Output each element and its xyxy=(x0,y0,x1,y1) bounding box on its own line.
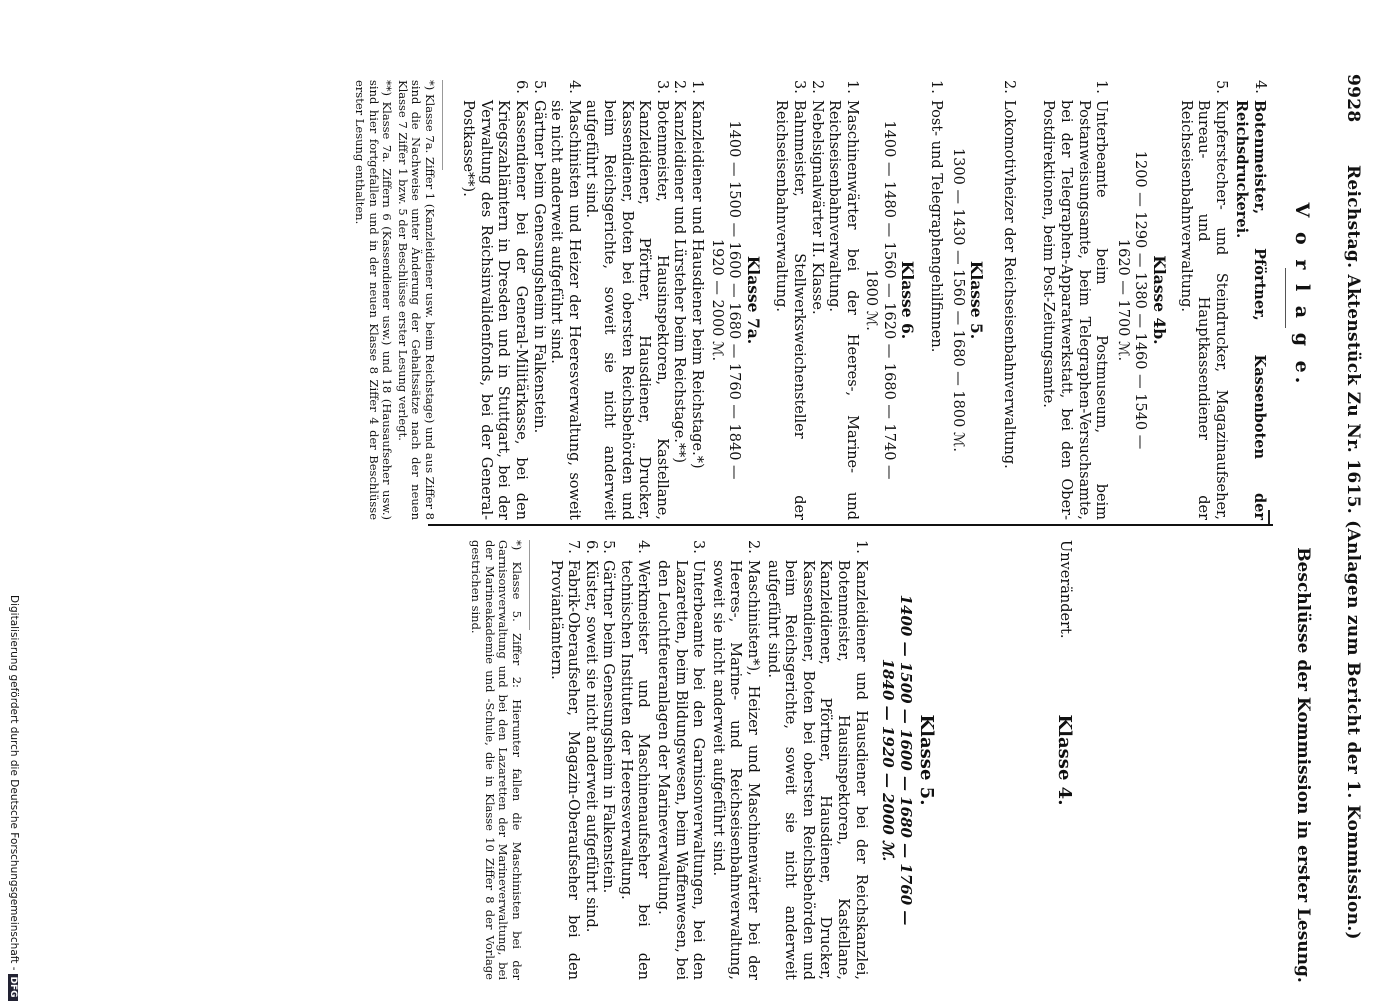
list-item: 1. Kanzleidiener und Hausdiener bei der Reichskanzlei, Botenmeister, Hausinspektoren, Kastellane, Kanzleidiener, Pförtner, Hausdiener, Drucker, Kassendiener, Boten bei obersten Reichsbehörden und beim Reichsgerichte, soweit sie nicht anderweit aufgeführt sind. xyxy=(764,540,869,980)
footnote: *) Klasse 5. Ziffer 2: Hierunter fallen die Maschinisten bei der Garnisonverwaltung und bei den Lazaretten der Marineverwaltung, bei der Marineakademie und -Schule, die in Klasse 10 Ziffer 8 der Vorlage gestrichen sind. xyxy=(469,540,524,980)
digitization-credit: Digitalisierung gefördert durch die Deutsche Forschungsgemeinschaft -DFG xyxy=(8,595,20,1001)
right-column-heading: Beschlüsse der Kommission in erster Lesung. xyxy=(1293,547,1313,983)
klasse-4-title: Klasse 4. xyxy=(1054,714,1075,806)
dfg-logo: DFG xyxy=(8,974,18,1001)
list-item: 5. Gärtner beim Genesungsheim in Falkenstein. xyxy=(600,540,617,894)
page-number: 9928 xyxy=(1343,74,1363,123)
klasse-7a-title: Klasse 7a. xyxy=(743,255,763,345)
footnote-divider xyxy=(529,540,530,630)
salary-6-line2: 1800 ℳ. xyxy=(863,269,880,331)
list-item: 5. Gärtner beim Genesungsheim in Falkenstein. xyxy=(530,80,547,434)
klasse-6-title: Klasse 6. xyxy=(898,260,918,340)
unchanged-label: Unverändert. xyxy=(1057,540,1073,639)
footnote-divider xyxy=(442,80,443,170)
salary-5-right-line2: 1840 — 1920 — 2000 ℳ. xyxy=(879,658,898,862)
salary-5: 1300 — 1430 — 1560 — 1680 — 1800 ℳ. xyxy=(949,147,966,453)
klasse-5-title-right: Klasse 5. xyxy=(916,714,938,806)
salary-6-line1: 1400 — 1480 — 1560 — 1620 — 1680 — 1740 — xyxy=(880,120,897,480)
list-item: 6. Kassendiener bei der General-Militärkasse, bei den Kriegszahlämtern in Dresden und in Stuttgart, bei der Verwaltung des Reichsinvalidenfonds, bei der General-Postkasse**). xyxy=(460,80,530,520)
left-column-heading: V o r l a g e. xyxy=(1291,202,1313,388)
list-item: 2. Nebelsignalwärter II. Klasse. xyxy=(808,80,825,315)
list-item: 2. Lokomotivheizer der Reichseisenbahnverwaltung. xyxy=(1000,80,1017,469)
salary-4b-line1: 1200 — 1290 — 1380 — 1460 — 1540 — xyxy=(1132,150,1149,450)
bracket-top xyxy=(1268,510,1270,524)
header-title: Reichstag. Aktenstück Zu Nr. 1615. (Anlagen zum Bericht der 1. Kommission.) xyxy=(1343,164,1363,940)
heading-underline xyxy=(1285,268,1286,328)
list-item: 4. Maschinisten und Heizer der Heeresverwaltung, soweit sie nicht anderweit aufgeführt sind. xyxy=(548,80,582,520)
salary-7a-line1: 1400 — 1500 — 1600 — 1680 — 1760 — 1840 — xyxy=(726,120,743,480)
page-header xyxy=(1343,74,1363,1004)
salary-5-right-line1: 1400 — 1500 — 1600 — 1680 — 1760 — xyxy=(896,594,915,926)
klasse-4b-title: Klasse 4b. xyxy=(1150,255,1170,345)
list-item: 2. Kanzleidiener und Lürsteher beim Reichstage.**) xyxy=(671,80,688,464)
footnote: *) Klasse 7a. Ziffer 1 (Kanzleidiener usw. beim Reichstage) und aus Ziffer 8 sind die Nachweise unter Änderung der Gehaltssätze nach der neuen Klasse 7 Ziffer 1 bzw. 5 der Beschlüsse erster Lesung verlegt. xyxy=(395,80,437,520)
footnote: **) Klasse 7a. Ziffern 6 (Kassendiener usw.) und 18 (Hausaufseher usw.) sind hier fortgefallen und in der neuen Klasse 8 Ziffer 4 der Beschlüsse erster Lesung enthalten. xyxy=(353,80,395,520)
list-item: 2. Maschinisten*), Heizer und Maschinenwärter bei der Heeres-, Marine- und Reichseisenbahnverwaltung, soweit sie nicht anderweit aufgeführt sind. xyxy=(709,540,762,980)
list-item: 4. Botenmeister, Pförtner, Kassenboten der Reichsdruckerei. xyxy=(1233,80,1268,520)
salary-7a-line2: 1920 — 2000 ℳ. xyxy=(708,238,725,362)
right-column xyxy=(469,540,1273,980)
list-item: 3. Botenmeister, Hausinspektoren, Kastellane, Kanzleidiener, Pförtner, Hausdiener, Drucker, Kassendiener, Boten bei obersten Reichsbehörden und beim Reichsgerichte, soweit sie nicht anderweit aufgeführt sind. xyxy=(583,80,670,520)
list-item: 1. Kanzleidiener und Hausdiener beim Reichstage.*) xyxy=(688,80,705,469)
list-item: 1. Unterbeamte beim Postmuseum, beim Postanweisungsamte, beim Telegraphen-Versuchsamte, bei der Telegraphen-Apparatwerkstatt, bei den Ober-Postdirektionen, beim Post-Zeitungsamte. xyxy=(1040,80,1110,520)
klasse-5-title: Klasse 5. xyxy=(967,260,987,340)
list-item: 1. Maschinenwärter bei der Heeres-, Marine- und Reichseisenbahnverwaltung. xyxy=(826,80,860,520)
list-item: 4. Werkmeister und Maschinenaufseher bei den technischen Instituten der Heeresverwaltung. xyxy=(617,540,652,980)
list-item: 3. Unterbeamte bei den Garnisonverwaltungen, bei den Lazaretten, beim Bildungswesen, beim Waffenwesen, bei den Leuchtfeueranlagen der Marineverwaltung. xyxy=(655,540,707,980)
column-separator xyxy=(428,524,1273,526)
list-item: 1. Post- und Telegraphengehilfinnen. xyxy=(928,80,945,353)
unchanged-block xyxy=(913,540,1273,980)
list-item: 6. Küster, soweit sie nicht anderweit aufgeführt sind. xyxy=(582,540,599,933)
list-item: 7. Fabrik-Oberaufseher, Magazin-Oberaufseher bei den Proviantämtern. xyxy=(547,540,582,980)
left-column xyxy=(353,80,1268,520)
list-item: 3. Bahnmeister, Stellwerksweichensteller der Reichseisenbahnverwaltung. xyxy=(773,80,807,520)
list-item: 5. Kupferstecher- und Steindrucker, Magazinaufseher, Bureau- und Hauptkassendiener der Reichseisenbahnverwaltung. xyxy=(1177,80,1229,520)
salary-4b-line2: 1620 — 1700 ℳ. xyxy=(1114,238,1131,362)
